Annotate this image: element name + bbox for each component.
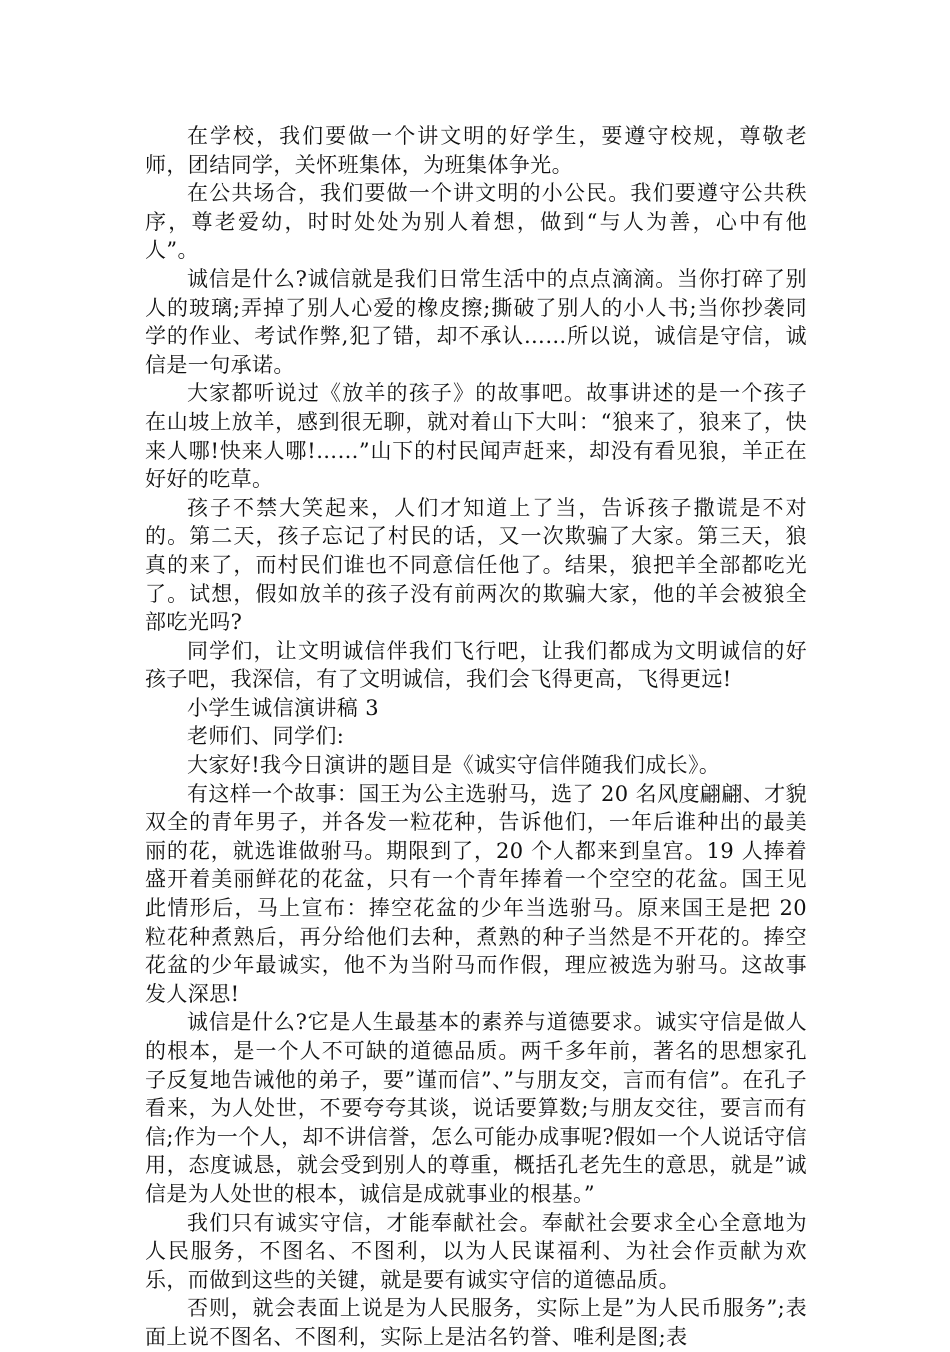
paragraph: 大家好!我今日演讲的题目是《诚实守信伴随我们成长》。 xyxy=(187,753,721,778)
paragraph: 孩子不禁大笑起来，人们才知道上了当，告诉孩子撒谎是不对的。第二天，孩子忘记了村民的话，又一次欺骗了大家。第三天，狼真的来了，而村民们谁也不同意信任他了。结果，狼把羊全部都吃光了。试想，假如放羊的孩子没有前两次的欺骗大家，他的羊会被狼全部吃光吗? xyxy=(145,495,807,635)
salutation: 老师们、同学们: xyxy=(187,724,345,749)
paragraph: 我们只有诚实守信，才能奉献社会。奉献社会要求全心全意地为人民服务，不图名、不图利，以为人民谋福利、为社会作贡献为欢乐，而做到这些的关键，就是要有诚实守信的道德品质。 xyxy=(145,1210,807,1292)
paragraph: 同学们，让文明诚信伴我们飞行吧，让我们都成为文明诚信的好孩子吧，我深信，有了文明诚信，我们会飞得更高，飞得更远! xyxy=(145,638,807,692)
paragraph: 大家都听说过《放羊的孩子》的故事吧。故事讲述的是一个孩子在山坡上放羊，感到很无聊，就对着山下大叫：“狼来了，狼来了，快来人哪!快来人哪!……”山下的村民闻声赶来，却没有看见狼，羊正在好好的吃草。 xyxy=(145,381,807,492)
document-body xyxy=(145,122,807,1352)
paragraph: 诚信是什么?它是人生最基本的素养与道德要求。诚实守信是做人的根本，是一个人不可缺的道德品质。两千多年前，著名的思想家孔子反复地告诫他的弟子，要”谨而信”、”与朋友交，言而有信”。在孔子看来，为人处世，不要夸夸其谈，说话要算数;与朋友交往，要言而有信;作为一个人，却不讲信誉，怎么可能办成事呢?假如一个人说话守信用，态度诚恳，就会受到别人的尊重，概括孔老先生的意思，就是”诚信是为人处世的根本，诚信是成就事业的根基。” xyxy=(145,1010,807,1206)
section-heading: 小学生诚信演讲稿 3 xyxy=(187,695,380,720)
paragraph: 在公共场合，我们要做一个讲文明的小公民。我们要遵守公共秩序，尊老爱幼，时时处处为别人着想，做到“与人为善，心中有他人”。 xyxy=(145,181,807,263)
paragraph: 否则，就会表面上说是为人民服务，实际上是”为人民币服务”;表面上说不图名、不图利，实际上是沽名钓誉、唯利是图;表 xyxy=(145,1296,807,1349)
paragraph: 有这样一个故事：国王为公主选驸马，选了 20 名风度翩翩、才貌双全的青年男子，并各发一粒花种，告诉他们，一年后谁种出的最美丽的花，就选谁做驸马。期限到了，20 个人都来到皇宫。19 人捧着盛开着美丽鲜花的花盆，只有一个青年捧着一个空空的花盆。国王见此情形后，马上宣布：捧空花盆的少年当选驸马。原来国王是把 20 粒花种煮熟后，再分给他们去种，煮熟的种子当然是不开花的。捧空花盆的少年最诚实，他不为当附马而作假，理应被选为驸马。这故事发人深思! xyxy=(145,781,807,1006)
paragraph: 诚信是什么?诚信就是我们日常生活中的点点滴滴。当你打碎了别人的玻璃;弄掉了别人心爱的橡皮擦;撕破了别人的小人书;当你抄袭同学的作业、考试作弊,犯了错，却不承认……所以说，诚信是守信，诚信是一句承诺。 xyxy=(145,266,807,377)
paragraph: 在学校，我们要做一个讲文明的好学生，要遵守校规，尊敬老师，团结同学，关怀班集体，为班集体争光。 xyxy=(145,124,807,177)
